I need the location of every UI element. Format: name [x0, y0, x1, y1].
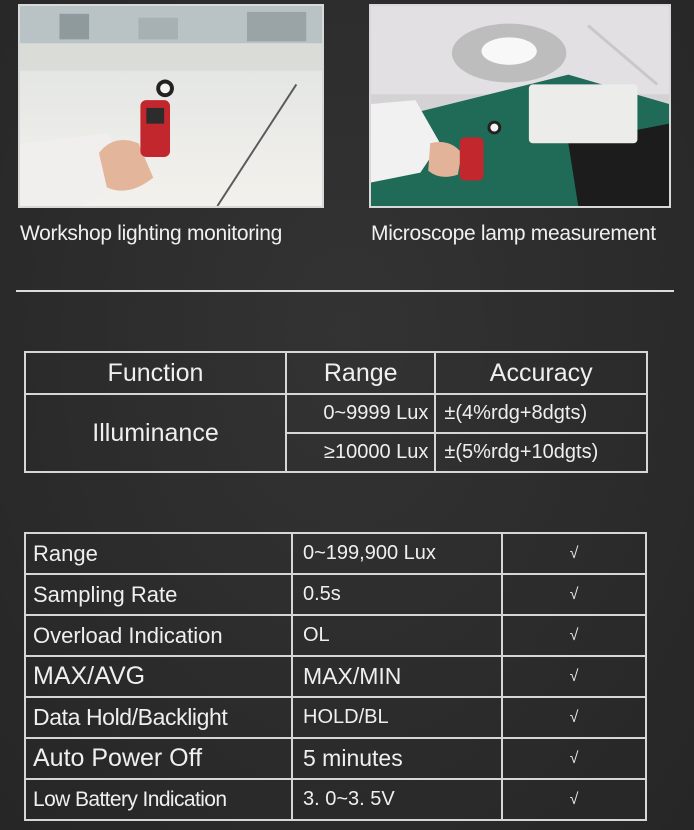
spec-label: Sampling Rate	[25, 574, 292, 615]
microscope-caption: Microscope lamp measurement	[371, 222, 656, 245]
spec-value: 3. 0~3. 5V	[292, 779, 502, 820]
spec-value: OL	[292, 615, 502, 656]
spec-row	[25, 615, 646, 656]
check-mark-icon: √	[502, 738, 646, 779]
range-value: 0~9999 Lux	[286, 394, 435, 433]
header-range: Range	[286, 352, 435, 394]
spec-label: Low Battery Indication	[25, 779, 292, 820]
check-mark-icon: √	[502, 779, 646, 820]
spec-label: Range	[25, 533, 292, 574]
workshop-lighting-photo	[18, 4, 324, 208]
spec-row	[25, 738, 646, 779]
accuracy-row	[25, 394, 647, 433]
spec-label: Auto Power Off	[25, 738, 292, 779]
workshop-caption: Workshop lighting monitoring	[20, 222, 283, 245]
accuracy-value: ±(4%rdg+8dgts)	[435, 394, 647, 433]
accuracy-header-row	[25, 352, 647, 394]
lux-meter-photo-icon	[20, 6, 322, 206]
spec-value: 0.5s	[292, 574, 502, 615]
spec-row	[25, 697, 646, 738]
spec-label: MAX/AVG	[25, 656, 292, 697]
spec-value: 5 minutes	[292, 738, 502, 779]
range-value: ≥10000 Lux	[286, 433, 435, 472]
check-mark-icon: √	[502, 697, 646, 738]
spec-value: MAX/MIN	[292, 656, 502, 697]
spec-row	[25, 574, 646, 615]
spec-value: HOLD/BL	[292, 697, 502, 738]
check-mark-icon: √	[502, 533, 646, 574]
section-divider	[16, 290, 674, 292]
header-accuracy: Accuracy	[435, 352, 647, 394]
function-illuminance: Illuminance	[25, 394, 286, 472]
accuracy-table	[24, 351, 648, 473]
spec-table	[24, 532, 647, 821]
spec-value: 0~199,900 Lux	[292, 533, 502, 574]
spec-label: Overload Indication	[25, 615, 292, 656]
spec-row	[25, 779, 646, 820]
accuracy-value: ±(5%rdg+10dgts)	[435, 433, 647, 472]
header-function: Function	[25, 352, 286, 394]
check-mark-icon: √	[502, 615, 646, 656]
spec-row	[25, 656, 646, 697]
microscope-lamp-photo-icon	[371, 6, 669, 206]
spec-label: Data Hold/Backlight	[25, 697, 292, 738]
check-mark-icon: √	[502, 656, 646, 697]
spec-row	[25, 533, 646, 574]
microscope-lamp-photo	[369, 4, 671, 208]
check-mark-icon: √	[502, 574, 646, 615]
